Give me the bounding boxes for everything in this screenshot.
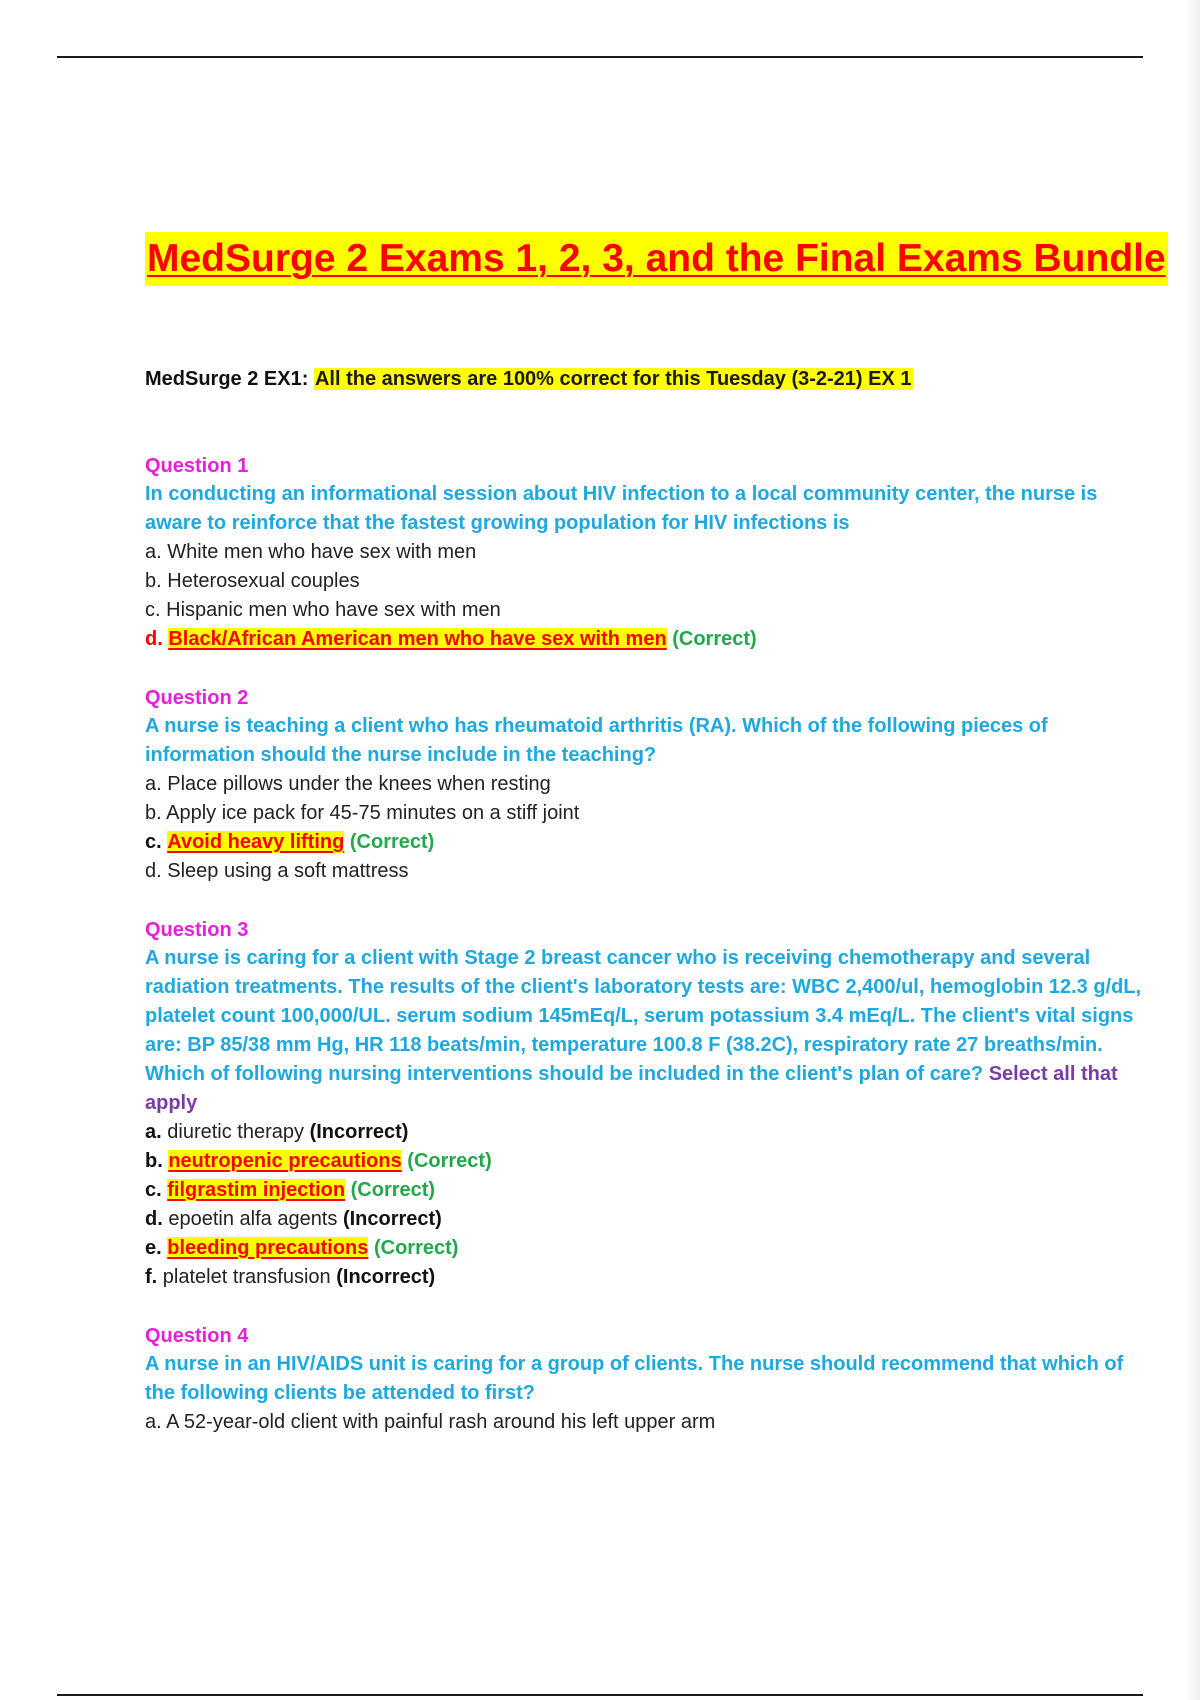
document-content [145, 232, 1166, 1437]
question-text: In conducting an informational session about HIV infection to a local community center, the nurse is aware to reinforce that the fastest growing population for HIV infections is [145, 483, 1098, 534]
option-a [145, 538, 1155, 567]
question-3 [145, 916, 1155, 1292]
question-1 [145, 452, 1155, 654]
select-all-note: Select all that apply [145, 1063, 1118, 1114]
header-rule [57, 56, 1143, 58]
correct-answer-highlight: Avoid heavy lifting [167, 831, 345, 853]
page-edge-shadow [1186, 0, 1200, 1700]
correct-answer-highlight: filgrastim injection [167, 1179, 346, 1201]
option-b [145, 799, 1155, 828]
question-text-block [145, 944, 1155, 1118]
correct-tag: (Correct) [672, 628, 757, 650]
option-text: Apply ice pack for 45-75 minutes on a stiff joint [166, 802, 580, 824]
option-text: Heterosexual couples [167, 570, 360, 592]
subtitle-highlight: All the answers are 100% correct for this Tuesday (3-2-21) EX 1 [314, 368, 912, 390]
option-a [145, 1408, 1155, 1437]
incorrect-tag: (Incorrect) [309, 1121, 409, 1143]
option-letter: b. [145, 1150, 163, 1172]
option-letter: c. [145, 599, 161, 621]
question-text: A nurse is caring for a client with Stage 2 breast cancer who is receiving chemotherapy and several radiation treatments. The results of the client's laboratory tests are: WBC 2,400/ul, hemoglobin 12.3 g/dL, platelet count 100,000/UL. serum sodium 145mEq/L, serum potassium 3.4 mEq/L. The client's vital signs are: BP 85/38 mm Hg, HR 118 beats/min, temperature 100.8 F (38.2C), respiratory rate 27 breaths/min. Which of following nursing interventions should be included in the client's plan of care? [145, 947, 1142, 1085]
option-letter: f. [145, 1266, 158, 1288]
question-label: Question 4 [145, 1325, 249, 1347]
question-label: Question 1 [145, 455, 249, 477]
option-letter: c. [145, 1179, 162, 1201]
question-text: A nurse in an HIV/AIDS unit is caring for a group of clients. The nurse should recommend that which of the following clients be attended to first? [145, 1353, 1124, 1404]
option-d [145, 1205, 1155, 1234]
option-a [145, 1118, 1155, 1147]
option-c [145, 828, 1155, 857]
option-text: Sleep using a soft mattress [167, 860, 409, 882]
correct-answer-highlight: bleeding precautions [167, 1237, 369, 1259]
option-d [145, 625, 1155, 654]
correct-tag: (Correct) [349, 831, 435, 853]
question-label: Question 2 [145, 687, 249, 709]
correct-tag: (Correct) [407, 1150, 492, 1172]
correct-answer-highlight: Black/African American men who have sex with men [168, 628, 667, 650]
option-letter: b. [145, 570, 162, 592]
option-letter: a. [145, 541, 162, 563]
option-letter: a. [145, 773, 162, 795]
option-letter: c. [145, 831, 162, 853]
option-c [145, 596, 1155, 625]
option-letter: b. [145, 802, 162, 824]
option-letter: d. [145, 628, 163, 650]
correct-tag: (Correct) [373, 1237, 459, 1259]
exam-subtitle [145, 364, 1155, 394]
correct-tag: (Correct) [350, 1179, 436, 1201]
option-letter: d. [145, 1208, 163, 1230]
option-f [145, 1263, 1155, 1292]
option-text: epoetin alfa agents [168, 1208, 338, 1230]
option-letter: a. [145, 1121, 162, 1143]
option-letter: d. [145, 860, 162, 882]
subtitle-lead: MedSurge 2 EX1: [145, 368, 309, 390]
option-text: Place pillows under the knees when resting [167, 773, 551, 795]
incorrect-tag: (Incorrect) [342, 1208, 442, 1230]
option-d [145, 857, 1155, 886]
option-text: A 52-year-old client with painful rash around his left upper arm [166, 1411, 716, 1433]
question-label: Question 3 [145, 919, 249, 941]
question-2 [145, 684, 1155, 886]
correct-answer-highlight: neutropenic precautions [168, 1150, 402, 1172]
document-title: MedSurge 2 Exams 1, 2, 3, and the Final Exams Bundle [145, 232, 1168, 286]
option-letter: e. [145, 1237, 162, 1259]
option-a [145, 770, 1155, 799]
option-b [145, 1147, 1155, 1176]
option-c [145, 1176, 1155, 1205]
title-block [145, 232, 1166, 286]
option-text: platelet transfusion [162, 1266, 331, 1288]
question-4 [145, 1322, 1155, 1437]
option-letter: a. [145, 1411, 162, 1433]
option-text: White men who have sex with men [167, 541, 477, 563]
option-text: Hispanic men who have sex with men [166, 599, 501, 621]
option-b [145, 567, 1155, 596]
question-text: A nurse is teaching a client who has rheumatoid arthritis (RA). Which of the following pieces of information should the nurse include in the teaching? [145, 715, 1048, 766]
incorrect-tag: (Incorrect) [336, 1266, 436, 1288]
option-text: diuretic therapy [167, 1121, 304, 1143]
option-e [145, 1234, 1155, 1263]
footer-rule [57, 1694, 1143, 1696]
